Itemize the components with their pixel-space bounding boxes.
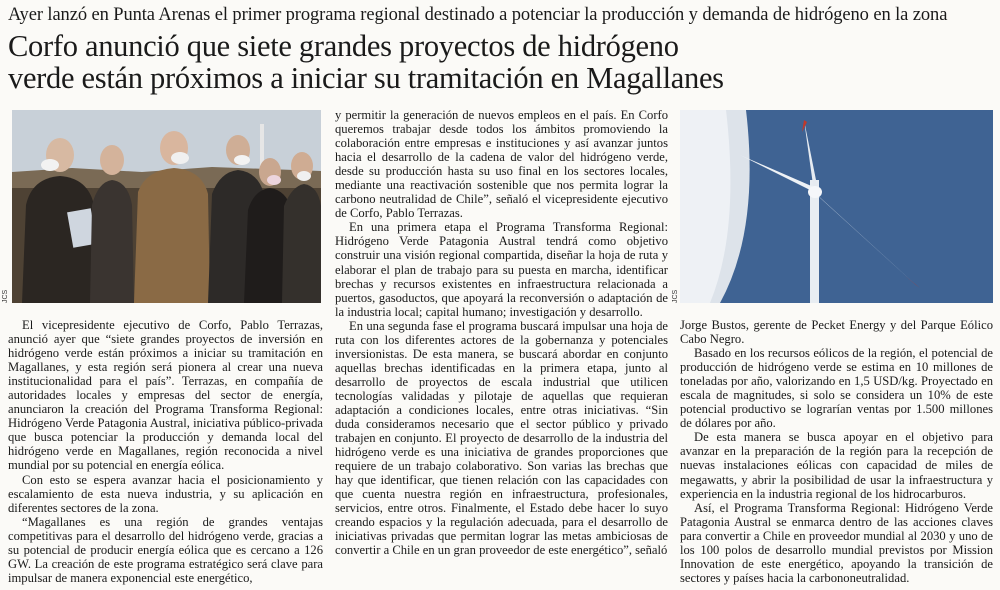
article-column-3 [680, 318, 993, 585]
officials-photo [12, 110, 321, 303]
article-column-2 [335, 108, 668, 558]
paragraph: El vicepresidente ejecutivo de Corfo, Pablo Terrazas, anunció ayer que “siete grandes proyectos de inversión en hidrógeno verde están próximos a iniciar su tramitación en Magallanes, y esta región será pionera al crear una nueva institucionalidad para el país”. Terrazas, en compañía de autoridades locales y empresas del sector de energía, anunciaron la creación del Programa Transforma Regional: Hidrógeno Verde Patagonia Austral, iniciativa público-privada que busca potenciar la producción y demanda local del hidrógeno verde en Magallanes, región reconocida a nivel mundial por su potencial en energía eólica. [8, 318, 323, 473]
paragraph: En una segunda fase el programa buscará impulsar una hoja de ruta con los diferentes actores de la gobernanza y potenciales inversionistas. De esta manera, se buscará abordar en conjunto aquellas brechas identificadas en la primera etapa, junto al desarrollo de proyectos de escala industrial que utilicen tecnologías validadas y pilotaje de aquellas que requieran adaptación a condiciones locales, entre otras iniciativas. “Sin duda consideramos necesario que el sector público y privado trabajen en conjunto. El proyecto de desarrollo de la industria del hidrógeno verde es una iniciativa de grandes proporciones que requiere de un trabajo colaborativo. Son varias las brechas que hay que identificar, que tienen relación con las capacidades con que cuenta nuestra región en infraestructura, profesionales, servicios, entre otros. Finalmente, el Estado debe hacer lo suyo creando espacios y la regulación adecuada, para el desarrollo de iniciativas privadas que permitan lograr las metas ambiciosas de convertir a Chile en un gran proveedor de este energético”, señaló [335, 318, 668, 558]
paragraph: Jorge Bustos, gerente de Pecket Energy y del Parque Eólico Cabo Negro. [680, 318, 993, 347]
wind-turbine-photo [680, 110, 993, 303]
paragraph: y permitir la generación de nuevos empleos en el país. En Corfo queremos trabajar desde todos los ámbitos promoviendo la colaboración entre empresas e instituciones y así avanzar juntos hacia el desarrollo de la cadena de valor del hidrógeno verde, desde su producción hasta su uso final en los sectores locales, mediante una reactivación sostenible que nos permita lograr la carbono neutralidad de Chile”, señaló el vicepresidente ejecutivo de Corfo, Pablo Terrazas. [335, 108, 668, 221]
paragraph: En una primera etapa el Programa Transforma Regional: Hidrógeno Verde Patagonia Austral tendrá como objetivo construir una visión regional compartida, diseñar la hoja de ruta y elaborar el plan de trabajo para su puesta en marcha, identificar brechas y recursos existentes en infraestructura relacionada a puertos, gasoductos, que apoyará la reconversión o adaptación de la industria local; capital humano; investigación y desarrollo. [335, 220, 668, 319]
headline [8, 30, 998, 94]
paragraph: Basado en los recursos eólicos de la región, el potencial de producción de hidrógeno verde se estima en 10 millones de toneladas por año, valorizando en 1,5 USD/kg. Proyectado en escala de magnitudes, si solo se considera un 10% de este potencial productivo se lograrían ventas por 1.500 millones de dólares por año. [680, 346, 993, 431]
kicker: Ayer lanzó en Punta Arenas el primer programa regional destinado a potenciar la producción y demanda de hidrógeno en la zona [8, 5, 948, 25]
paragraph: Con esto se espera avanzar hacia el posicionamiento y escalamiento de esta nueva industria, y su aplicación en diferentes sectores de la zona. [8, 472, 323, 515]
headline-line-2: verde están próximos a iniciar su tramitación en Magallanes [8, 61, 724, 95]
article-column-1 [8, 318, 323, 585]
paragraph: Así, el Programa Transforma Regional: Hidrógeno Verde Patagonia Austral se enmarca dentro de las acciones claves para convertir a Chile en proveedor mundial al 2030 y uno de los 100 polos de desarrollo mundial previstos por Mission Innovation de este energético, apoyando la transición de sectores y países hacia la carbononeutralidad. [680, 500, 993, 585]
paragraph: “Magallanes es una región de grandes ventajas competitivas para el desarrollo del hidrógeno verde, gracias a su potencial de producir energía eólica que es cercano a 126 GW. La creación de este programa estratégico será clave para impulsar de manera exponencial este energético, [8, 514, 323, 585]
paragraph: De esta manera se busca apoyar en el objetivo para avanzar en la preparación de la región para la recepción de nuevas instalaciones eólicas con capacidad de miles de megawatts, y abrir la posibilidad de usar la infraestructura y experiencia en la industria regional de los hidrocarburos. [680, 430, 993, 501]
photo-credit-2: JCS [672, 289, 679, 303]
photo-credit-1: JCS [2, 289, 9, 303]
headline-line-1: Corfo anunció que siete grandes proyectos de hidrógeno [8, 29, 679, 63]
